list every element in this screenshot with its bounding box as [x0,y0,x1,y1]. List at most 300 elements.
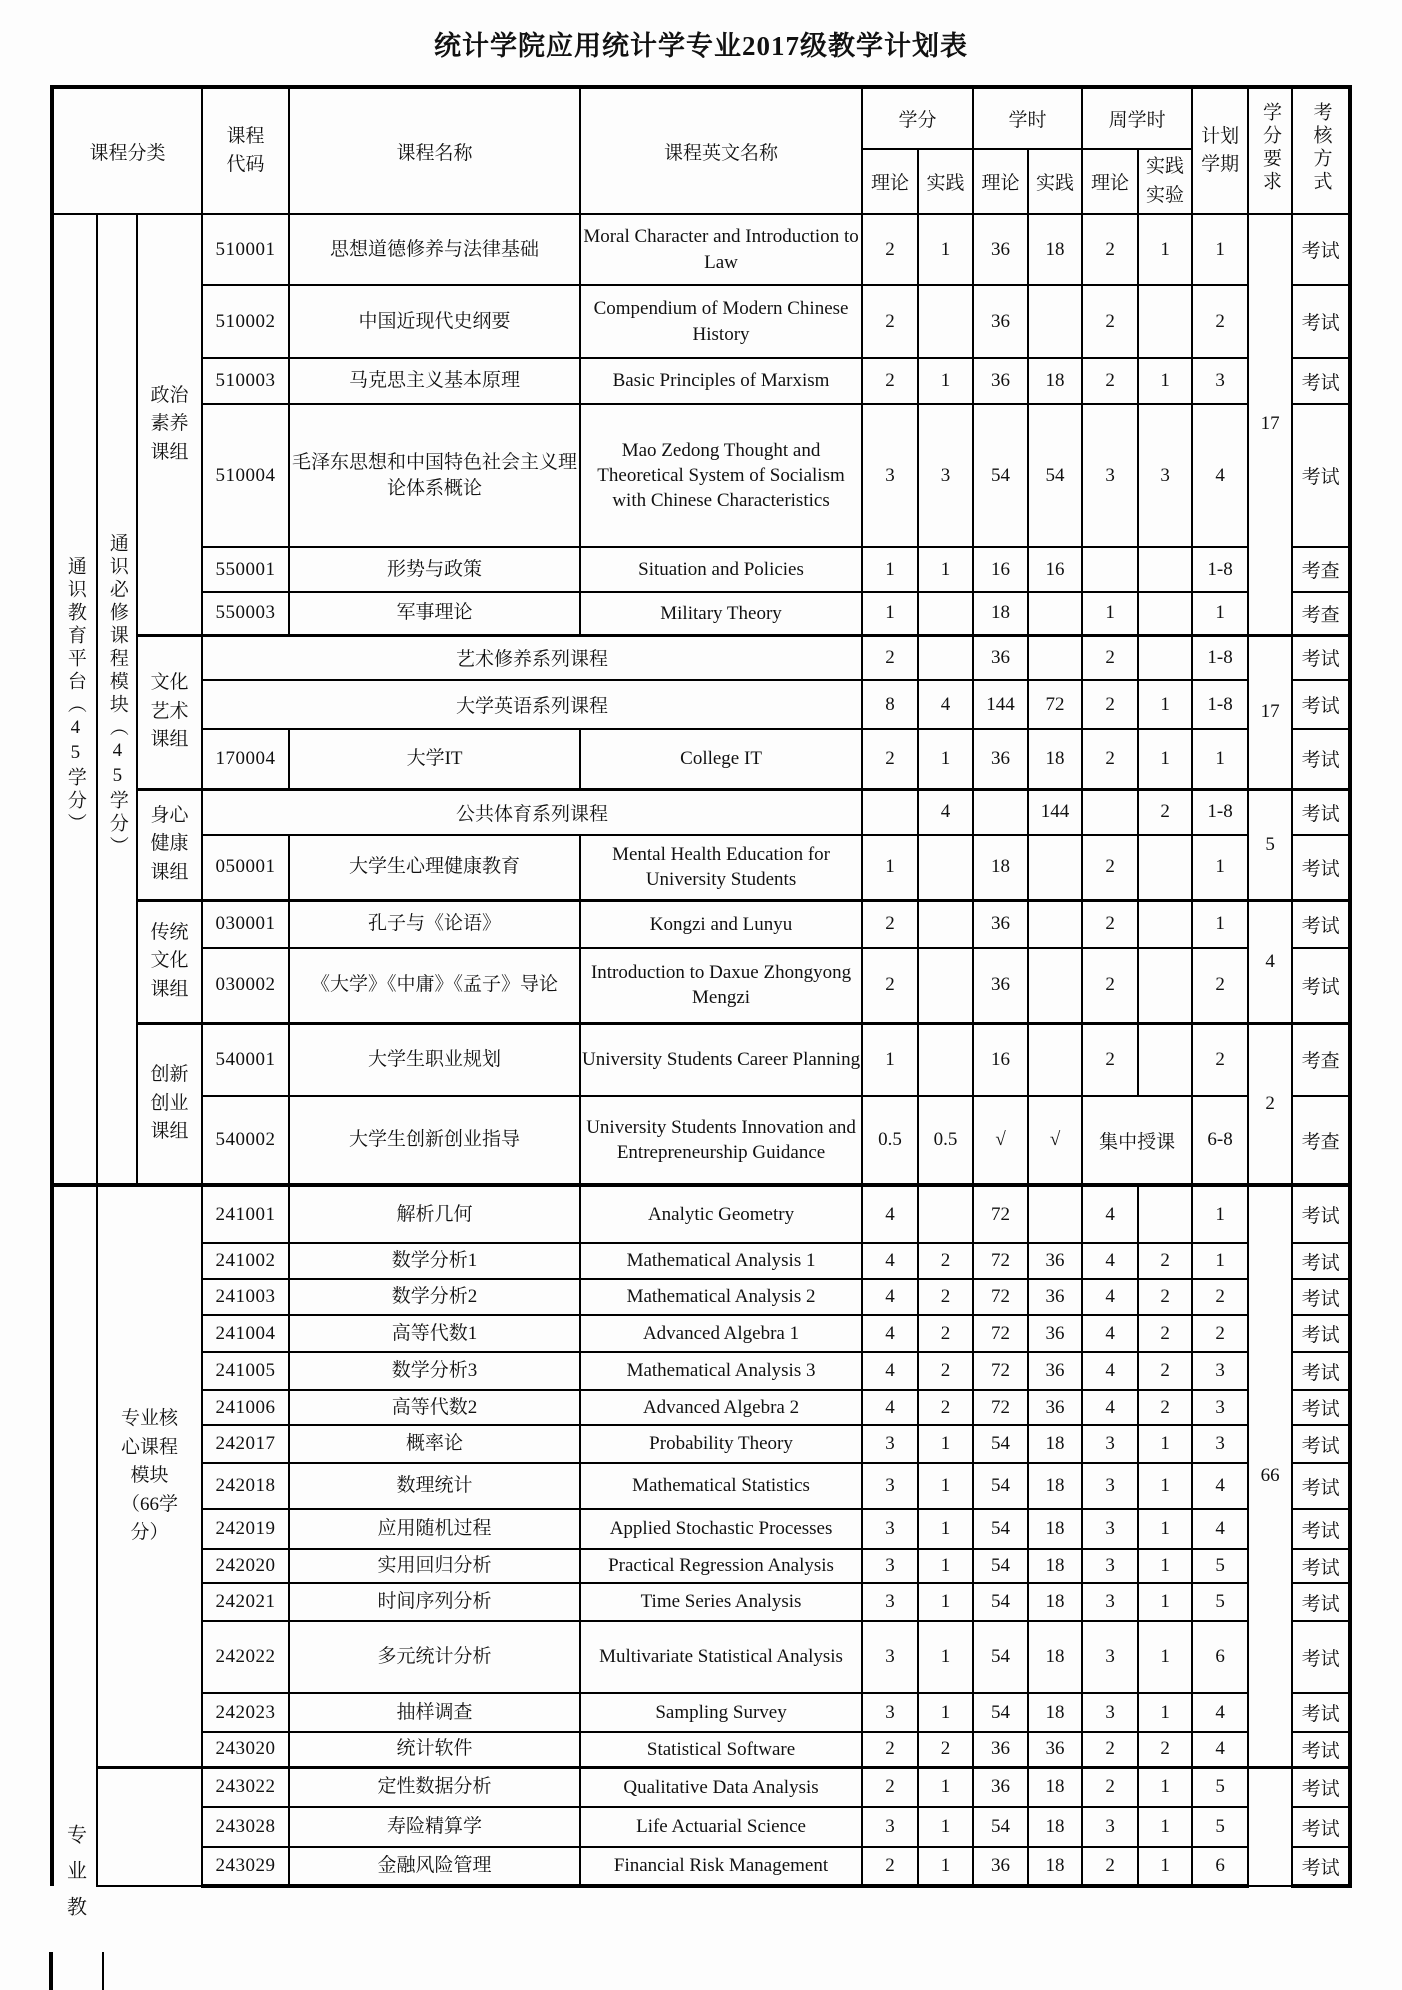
weekly-practice: 1 [1138,214,1192,285]
hours-theory: 36 [973,948,1028,1023]
weekly-practice: 1 [1138,1807,1192,1847]
credit-practice: 1 [918,1425,973,1463]
course-name-en: University Students Innovation and Entrepreneurship Guidance [580,1096,862,1185]
planned-semester: 1 [1192,214,1248,285]
planned-semester: 2 [1192,1023,1248,1096]
credit-theory: 1 [862,835,918,900]
assessment: 考试 [1292,1807,1350,1847]
planned-semester: 1-8 [1192,635,1248,680]
course-row [52,729,1350,789]
weekly-practice [1138,1185,1192,1243]
credit-theory: 3 [862,1509,918,1549]
credit-requirement: 2 [1248,1023,1292,1185]
course-name: 概率论 [289,1425,580,1463]
course-name: 高等代数1 [289,1315,580,1352]
weekly-theory: 3 [1082,404,1138,547]
planned-semester: 3 [1192,358,1248,404]
weekly-practice: 1 [1138,1693,1192,1732]
planned-semester: 4 [1192,1693,1248,1732]
hours-practice: 54 [1028,404,1082,547]
course-code: 510003 [202,358,289,404]
course-code: 170004 [202,729,289,789]
course-name-en: Moral Character and Introduction to Law [580,214,862,285]
hours-practice: 18 [1028,1767,1082,1807]
planned-semester: 4 [1192,1463,1248,1509]
credit-practice [918,1185,973,1243]
weekly-theory: 2 [1082,835,1138,900]
hours-theory: 36 [973,729,1028,789]
header-hours-practice: 实践 [1028,149,1082,214]
hours-theory: 144 [973,680,1028,729]
hours-practice [1028,835,1082,900]
weekly-theory: 2 [1082,1767,1138,1807]
course-row [52,1807,1350,1847]
hours-theory: 54 [973,1807,1028,1847]
module-label-next [97,1767,202,1886]
hours-theory: 54 [973,1621,1028,1693]
credit-practice: 1 [918,1767,973,1807]
course-name-en: Mathematical Analysis 1 [580,1243,862,1279]
credit-theory: 2 [862,285,918,358]
assessment: 考试 [1292,729,1350,789]
course-series-title: 大学英语系列课程 [202,680,862,729]
weekly-practice: 1 [1138,1463,1192,1509]
credit-requirement: 4 [1248,900,1292,1023]
header-hours-theory: 理论 [973,149,1028,214]
course-name-en: Military Theory [580,592,862,635]
planned-semester: 1-8 [1192,680,1248,729]
group-label-innovation [137,1023,202,1185]
hours-practice: 36 [1028,1279,1082,1315]
header-name-en: 课程英文名称 [580,87,862,214]
hours-theory: √ [973,1096,1028,1185]
hours-practice: 18 [1028,358,1082,404]
course-name: 大学IT [289,729,580,789]
credit-theory: 2 [862,635,918,680]
course-name: 孔子与《论语》 [289,900,580,948]
hours-theory [973,789,1028,835]
credit-practice: 4 [918,680,973,729]
header-code-text: 课程代码 [226,125,265,175]
header-name: 课程名称 [289,87,580,214]
weekly-practice: 2 [1138,1732,1192,1767]
hours-practice: 36 [1028,1390,1082,1425]
hours-theory: 36 [973,1767,1028,1807]
course-name-en: Situation and Policies [580,547,862,592]
hours-practice [1028,1185,1082,1243]
credit-theory: 4 [862,1243,918,1279]
credit-theory: 2 [862,729,918,789]
hours-theory: 54 [973,1549,1028,1583]
platform-label-general-text: 通识教育平台（45学分） [64,556,86,836]
course-code: 550001 [202,547,289,592]
hours-practice: √ [1028,1096,1082,1185]
weekly-theory: 4 [1082,1352,1138,1390]
weekly-practice: 1 [1138,680,1192,729]
hours-theory: 18 [973,592,1028,635]
weekly-theory: 2 [1082,1732,1138,1767]
platform-label-professional [52,1185,97,1932]
assessment: 考查 [1292,547,1350,592]
course-row [52,789,1350,835]
course-code: 550003 [202,592,289,635]
course-row [52,680,1350,729]
weekly-theory: 2 [1082,1023,1138,1096]
course-name: 大学生创新创业指导 [289,1096,580,1185]
course-name: 实用回归分析 [289,1549,580,1583]
planned-semester: 1 [1192,900,1248,948]
assessment: 考试 [1292,358,1350,404]
course-name: 抽样调查 [289,1693,580,1732]
planned-semester: 2 [1192,1279,1248,1315]
hours-practice [1028,900,1082,948]
weekly-practice [1138,900,1192,948]
weekly-theory: 4 [1082,1279,1138,1315]
weekly-practice [1138,285,1192,358]
credit-practice: 1 [918,214,973,285]
credit-theory: 4 [862,1390,918,1425]
hours-theory: 36 [973,285,1028,358]
course-row [52,835,1350,900]
course-row [52,1023,1350,1096]
assessment: 考试 [1292,789,1350,835]
credit-practice: 1 [918,1583,973,1621]
course-name: 金融风险管理 [289,1847,580,1886]
course-name-en: Mathematical Statistics [580,1463,862,1509]
weekly-practice: 1 [1138,1767,1192,1807]
weekly-merged: 集中授课 [1082,1096,1192,1185]
credit-requirement: 17 [1248,635,1292,789]
group-label-tradition-text: 传统文化课组 [150,921,189,1000]
credit-practice: 1 [918,547,973,592]
planned-semester: 4 [1192,1509,1248,1549]
hours-practice: 36 [1028,1352,1082,1390]
course-name: 军事理论 [289,592,580,635]
course-code: 242019 [202,1509,289,1549]
credit-practice: 1 [918,1807,973,1847]
hours-practice [1028,635,1082,680]
course-name-en: Statistical Software [580,1732,862,1767]
group-label-culture-art [137,635,202,789]
hours-practice: 18 [1028,1425,1082,1463]
weekly-theory: 4 [1082,1243,1138,1279]
credit-theory: 1 [862,1023,918,1096]
header-weekly-practice-lab-text: 实践实验 [1146,156,1185,206]
credit-theory: 0.5 [862,1096,918,1185]
course-code: 540002 [202,1096,289,1185]
course-code: 241006 [202,1390,289,1425]
hours-theory: 36 [973,1847,1028,1886]
assessment: 考试 [1292,1847,1350,1886]
hours-theory: 54 [973,1693,1028,1732]
hours-theory: 36 [973,214,1028,285]
hours-theory: 54 [973,404,1028,547]
weekly-theory: 3 [1082,1425,1138,1463]
course-name-en: Kongzi and Lunyu [580,900,862,948]
credit-practice: 1 [918,1693,973,1732]
course-name-en: Qualitative Data Analysis [580,1767,862,1807]
credit-requirement [1248,1767,1292,1886]
course-row [52,285,1350,358]
course-name: 思想道德修养与法律基础 [289,214,580,285]
course-code: 243020 [202,1732,289,1767]
course-row [52,358,1350,404]
planned-semester: 2 [1192,1315,1248,1352]
course-row [52,1767,1350,1807]
module-label-core [97,1185,202,1767]
assessment: 考试 [1292,1243,1350,1279]
module-label-core-text: 专业核心课程模块（66学分） [121,1408,179,1543]
course-name: 解析几何 [289,1185,580,1243]
course-name-en: Practical Regression Analysis [580,1549,862,1583]
assessment: 考试 [1292,635,1350,680]
weekly-theory: 4 [1082,1390,1138,1425]
course-row [52,1621,1350,1693]
hours-practice [1028,592,1082,635]
weekly-theory: 2 [1082,900,1138,948]
hours-theory: 36 [973,900,1028,948]
course-name-en: Basic Principles of Marxism [580,358,862,404]
credit-practice: 2 [918,1352,973,1390]
weekly-practice: 1 [1138,1621,1192,1693]
hours-practice: 36 [1028,1732,1082,1767]
weekly-theory: 4 [1082,1315,1138,1352]
course-code: 243022 [202,1767,289,1807]
credit-practice: 2 [918,1243,973,1279]
course-code: 241003 [202,1279,289,1315]
planned-semester: 2 [1192,285,1248,358]
hours-practice [1028,948,1082,1023]
weekly-practice [1138,635,1192,680]
assessment: 考试 [1292,404,1350,547]
planned-semester: 4 [1192,1732,1248,1767]
credit-practice: 1 [918,1509,973,1549]
credit-theory: 2 [862,948,918,1023]
weekly-theory [1082,789,1138,835]
course-name-en: College IT [580,729,862,789]
assessment: 考试 [1292,1279,1350,1315]
planned-semester: 3 [1192,1425,1248,1463]
course-code: 241001 [202,1185,289,1243]
hours-theory: 18 [973,835,1028,900]
credit-theory: 3 [862,1583,918,1621]
planned-semester: 1-8 [1192,789,1248,835]
hours-practice: 36 [1028,1315,1082,1352]
course-row [52,635,1350,680]
course-code: 242017 [202,1425,289,1463]
hours-theory: 72 [973,1185,1028,1243]
header-weekly-theory: 理论 [1082,149,1138,214]
weekly-theory: 2 [1082,214,1138,285]
credit-practice: 1 [918,1549,973,1583]
weekly-theory [1082,547,1138,592]
course-row [52,1583,1350,1621]
credit-theory: 4 [862,1352,918,1390]
header-credit-practice: 实践 [918,149,973,214]
weekly-practice: 2 [1138,789,1192,835]
credit-theory: 1 [862,592,918,635]
weekly-practice: 1 [1138,1847,1192,1886]
assessment: 考试 [1292,214,1350,285]
course-code: 242021 [202,1583,289,1621]
assessment: 考试 [1292,1425,1350,1463]
header-assessment-text: 考核方式 [1310,102,1332,194]
group-label-politics [137,214,202,635]
credit-practice [918,635,973,680]
platform-label-general [52,214,97,1185]
hours-theory: 36 [973,635,1028,680]
weekly-practice [1138,1023,1192,1096]
credit-theory: 1 [862,547,918,592]
course-code: 242023 [202,1693,289,1732]
credit-practice: 1 [918,358,973,404]
weekly-theory: 4 [1082,1185,1138,1243]
weekly-theory: 3 [1082,1621,1138,1693]
credit-practice: 2 [918,1732,973,1767]
course-code: 243028 [202,1807,289,1847]
course-name: 寿险精算学 [289,1807,580,1847]
course-name-en: Mao Zedong Thought and Theoretical System of Socialism with Chinese Characteristics [580,404,862,547]
course-series-title: 艺术修养系列课程 [202,635,862,680]
weekly-practice [1138,948,1192,1023]
credit-theory: 2 [862,358,918,404]
credit-practice: 1 [918,1847,973,1886]
hours-theory: 54 [973,1583,1028,1621]
weekly-practice [1138,835,1192,900]
credit-theory: 3 [862,1621,918,1693]
credit-practice [918,1023,973,1096]
credit-practice: 1 [918,729,973,789]
hours-theory: 72 [973,1243,1028,1279]
planned-semester: 1 [1192,1243,1248,1279]
credit-practice: 2 [918,1279,973,1315]
planned-semester: 1 [1192,729,1248,789]
course-row [52,1185,1350,1243]
assessment: 考查 [1292,1096,1350,1185]
course-name-en: Compendium of Modern Chinese History [580,285,862,358]
planned-semester: 6 [1192,1847,1248,1886]
group-label-culture-art-text: 文化艺术课组 [150,672,189,751]
course-name: 大学生心理健康教育 [289,835,580,900]
course-row [52,1732,1350,1767]
weekly-theory: 2 [1082,680,1138,729]
weekly-theory: 2 [1082,285,1138,358]
header-credit-requirement [1248,87,1292,214]
hours-theory: 54 [973,1425,1028,1463]
course-row [52,404,1350,547]
course-name: 定性数据分析 [289,1767,580,1807]
weekly-theory: 3 [1082,1583,1138,1621]
course-row [52,1390,1350,1425]
header-row-1 [52,87,1350,149]
course-name-en: Probability Theory [580,1425,862,1463]
hours-theory: 72 [973,1390,1028,1425]
credit-theory: 4 [862,1315,918,1352]
course-name-en: Mental Health Education for University Students [580,835,862,900]
header-assessment [1292,87,1350,214]
credit-theory: 2 [862,1767,918,1807]
course-row [52,1096,1350,1185]
course-name: 形势与政策 [289,547,580,592]
planned-semester: 5 [1192,1767,1248,1807]
header-weekly-practice-lab [1138,149,1192,214]
credit-theory: 3 [862,1549,918,1583]
weekly-theory: 3 [1082,1807,1138,1847]
credit-requirement: 17 [1248,214,1292,635]
credit-theory: 3 [862,1463,918,1509]
course-name-en: Advanced Algebra 2 [580,1390,862,1425]
credit-requirement: 5 [1248,789,1292,900]
page-title: 统计学院应用统计学专业2017级教学计划表 [434,31,968,61]
weekly-theory: 2 [1082,358,1138,404]
teaching-plan-table [50,85,1352,1932]
course-row [52,214,1350,285]
weekly-practice: 1 [1138,1509,1192,1549]
course-name: 应用随机过程 [289,1509,580,1549]
course-name-en: University Students Career Planning [580,1023,862,1096]
weekly-practice [1138,592,1192,635]
planned-semester: 1 [1192,1185,1248,1243]
header-weekly-hours: 周学时 [1082,87,1192,149]
course-name-en: Multivariate Statistical Analysis [580,1621,862,1693]
hours-theory: 72 [973,1352,1028,1390]
group-label-tradition [137,900,202,1023]
course-name-en: Advanced Algebra 1 [580,1315,862,1352]
course-code: 243029 [202,1847,289,1886]
assessment: 考试 [1292,1390,1350,1425]
assessment: 考试 [1292,1315,1350,1352]
planned-semester: 6 [1192,1621,1248,1693]
course-name: 数理统计 [289,1463,580,1509]
course-row [52,1847,1350,1886]
course-name: 数学分析2 [289,1279,580,1315]
course-row [52,1509,1350,1549]
hours-practice: 18 [1028,214,1082,285]
course-name: 马克思主义基本原理 [289,358,580,404]
hours-practice: 36 [1028,1243,1082,1279]
hours-theory: 72 [973,1279,1028,1315]
course-row [52,1463,1350,1509]
course-code: 510001 [202,214,289,285]
group-label-politics-text: 政治素养课组 [150,384,189,463]
hours-theory: 54 [973,1509,1028,1549]
course-code: 241005 [202,1352,289,1390]
course-code: 030001 [202,900,289,948]
credit-practice: 1 [918,1621,973,1693]
weekly-theory: 3 [1082,1693,1138,1732]
assessment: 考试 [1292,1693,1350,1732]
assessment: 考试 [1292,1463,1350,1509]
credit-requirement: 66 [1248,1185,1292,1767]
credit-practice [918,285,973,358]
course-row [52,592,1350,635]
hours-theory: 16 [973,1023,1028,1096]
weekly-theory: 1 [1082,592,1138,635]
group-label-innovation-text: 创新创业课组 [150,1064,189,1142]
group-label-health [137,789,202,900]
weekly-theory: 3 [1082,1549,1138,1583]
header-category: 课程分类 [52,87,202,214]
course-name-en: Mathematical Analysis 3 [580,1352,862,1390]
weekly-practice: 1 [1138,1425,1192,1463]
course-code: 241004 [202,1315,289,1352]
hours-practice: 18 [1028,729,1082,789]
header-code [202,87,289,214]
planned-semester: 1 [1192,835,1248,900]
course-name-en: Introduction to Daxue Zhongyong Mengzi [580,948,862,1023]
course-name-en: Sampling Survey [580,1693,862,1732]
weekly-theory: 2 [1082,635,1138,680]
